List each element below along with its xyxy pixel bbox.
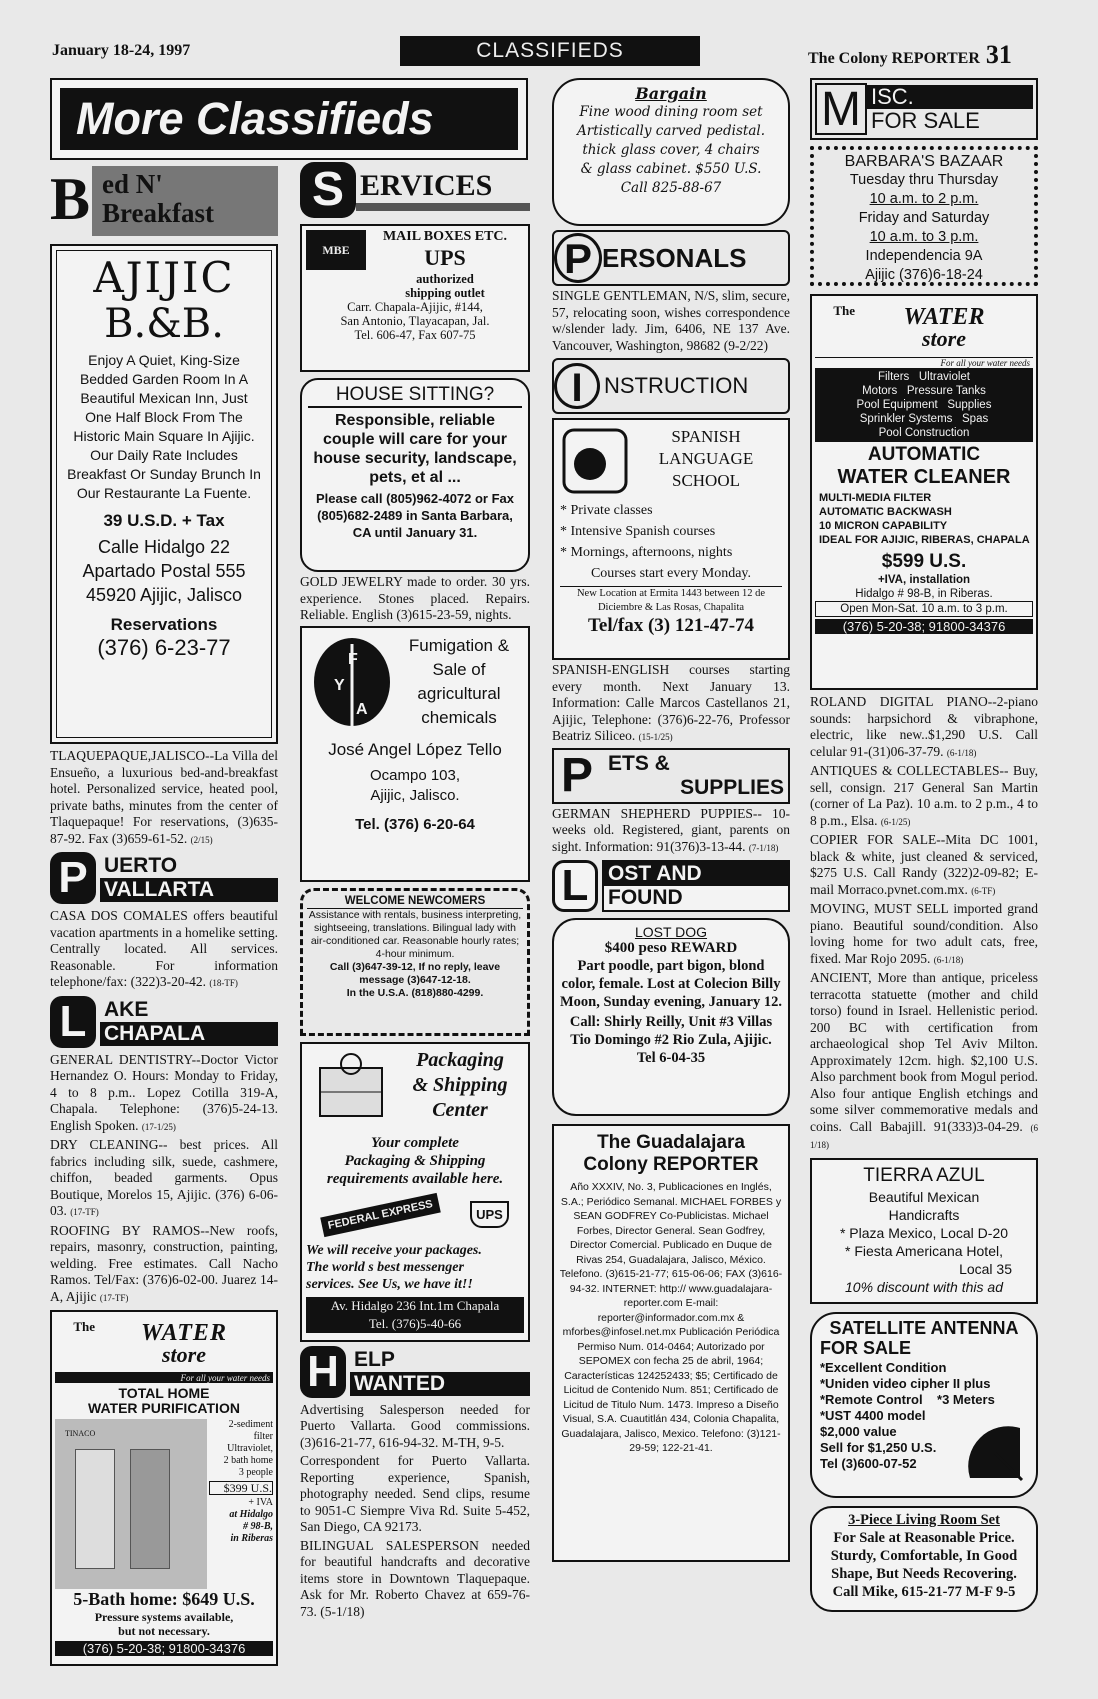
satellite-details: *Excellent Condition *Uniden video cipher II plus *Remote Control *3 Meters *UST 4400 model $2,000 value Sell for $1,250 U.S. Tel (3)600-07-52 — [820, 1359, 995, 1471]
water-cleaner-price: $599 U.S. — [881, 551, 967, 572]
copier-ad: COPIER FOR SALE--Mita DC 1001, black & white, just cleaned & serviced, $275 U.S. Call Randy (322)2-09-82; E-mail Morraco.pvnet.com.mx. (6-TF) — [810, 832, 1038, 897]
five-bath-price: 5-Bath home: $649 U.S. — [73, 1589, 255, 1609]
ajijic-bnb-ad — [50, 244, 278, 744]
fumigation-ad — [300, 626, 530, 882]
casa-dos-comales-ad: CASA DOS COMALES offers beautiful vacation apartments in a homelike setting. Centrally located. All services. Reasonable. For information telephone/fax: (322)3-20-42. (18-TF) — [50, 908, 278, 989]
tlaquepaque-ad: TLAQUEPAQUE,JALISCO--La Villa del Ensueño, a luxurious bed-and-breakfast hotel. Personalized service, heated pool, private baths, minutes from the center of Tlaquepaque! For reservations, (3)635-87-92. Fax (3)659-61-52. (2/15) — [50, 748, 278, 846]
ups-logo: UPS — [470, 1201, 509, 1228]
packaging-address: Av. Hidalgo 236 Int.1m Chapala Tel. (376)5-40-66 — [306, 1297, 524, 1333]
page-number: 31 — [985, 40, 1012, 69]
banner-title: More Classifieds — [60, 88, 518, 150]
house-sitting-ad: HOUSE SITTING? Responsible, reliable couple will care for your house security, landscape, pets, et al ... Please call (805)962-4072 or Fax (805)682-2489 in Santa Barbara, CA until January 31. — [300, 378, 530, 572]
instruction-header: I NSTRUCTION — [552, 358, 790, 414]
ancient-statuette-ad: ANCIENT, More than antique, priceless terracotta statuette (mother and child torso) found in Israel. Hellenistic period. 200 BC with certification from archaeological shop Tel Aviv Milton. Approximately 12cm. high. $2,100 U.S. Also parchment book from Mogul period. Also four antique English etchings and some silver commemorative medals and coins. Call Babajill. 91(333)3-04-29. (6 1/18) — [810, 970, 1039, 1150]
inn-reservations: Reservations — [110, 615, 218, 634]
inn-description: Enjoy A Quiet, King-Size Bedded Garden Room In A Beautiful Mexican Inn, Just One Half Block From The Historic Main Square In Ajijic. Our Daily Rate Includes Breakfast Or Sunday Brunch In Our Restaurante La Fuente. — [67, 352, 261, 501]
pets-header: P ETS & SUPPLIES — [552, 748, 790, 804]
water-store-logo: The WATER store — [55, 1315, 273, 1373]
fedex-logo: FEDERAL EXPRESS — [320, 1192, 440, 1236]
inn-subname: B.&B. — [104, 301, 224, 347]
inn-name: AJIJIC — [93, 253, 235, 302]
leaf-letter-f: F — [348, 650, 358, 668]
water-system-photo: TINACO — [55, 1419, 207, 1589]
speaking-head-icon — [560, 426, 630, 496]
spanish-school-features: * Private classes * Intensive Spanish courses * Mornings, afternoons, nights Courses start every Monday. — [560, 503, 752, 581]
roofing-ad: ROOFING BY RAMOS--New roofs, repairs, masonry, construction, painting, welding. Free estimates. Call Nacho Ramos. Tel/Fax: (376)6-02-00. Juarez 14-A, Ajijic (17-TF) — [50, 1222, 278, 1304]
column-3 — [552, 78, 790, 1562]
masthead-box — [552, 1124, 790, 1562]
spanish-school-phone: Tel/fax (3) 121-47-74 — [587, 615, 755, 636]
roland-piano-ad: ROLAND DIGITAL PIANO--2-piano sounds: harpsichord & vibraphone, electric, like new..$1,290 U.S. Call celular 91-(31)06-37-79. (6-1/18) — [810, 694, 1038, 759]
fumigation-owner: José Angel López Tello — [328, 739, 502, 759]
lost-found-header: L OST AND FOUND — [552, 858, 790, 914]
inn-phone: (376) 6-23-77 — [97, 635, 231, 660]
spanish-school-location: New Location at Ermita 1443 between 12 de Diciembre & Las Rosas, Chapalita — [560, 586, 782, 615]
services-header: S ERVICES — [300, 160, 530, 220]
mail-boxes-ad: MBE MAIL BOXES ETC. UPS authorized shipping outlet Carr. Chapala-Ajijic, #144, San Antonio, Tlayacapan, Jal. Tel. 606-47, Fax 607-75 — [300, 224, 530, 372]
bargain-ad: Bargain Fine wood dining room set Artistically carved pedistal. thick glass cover, 4 chairs & glass cabinet. $550 U.S. Call 825-88-67 — [552, 78, 790, 226]
packaging-services: We will receive your packages. The world s best messenger services. See Us, we have it!! — [306, 1242, 482, 1292]
spanish-school-ad: SPANISH LANGUAGE SCHOOL * Private classes * Intensive Spanish courses * Mornings, afternoons, nights Courses start every Monday. New Location at Ermita 1443 between 12 de Diciembre & Las Rosas, Chapalita Tel/fax (3) 121-47-74 — [552, 418, 790, 660]
water-specs: 2-sediment filter Ultraviolet, 2 bath home 3 people $399 U.S. + IVA at Hidalgo # 98-B, in Riberas — [207, 1419, 273, 1589]
more-classifieds-banner — [50, 78, 528, 160]
fumigation-title: Fumigation & Sale of agricultural chemicals — [408, 635, 510, 727]
advertising-salesperson-ad: Advertising Salesperson needed for Puerto Vallarta. Good commissions. (3)616-21-77, 616-94-32. M-TH, 9-5. — [300, 1401, 530, 1450]
auto-water-cleaner-title: AUTOMATIC WATER CLEANER — [837, 444, 1011, 488]
package-icon — [306, 1048, 396, 1134]
leaf-logo-icon — [308, 634, 396, 734]
packaging-center-ad: Packaging & Shipping Center Your complete Packaging & Shipping requirements available here. FEDERAL EXPRESS UPS We will receive your packages. The world s best messenger services. See Us, we have it!! Av. Hidalgo 236 Int.1m Chapala Tel. (376)5-40-66 — [300, 1042, 530, 1342]
lost-dog-ad: LOST DOG $400 peso REWARD Part poodle, part bigon, blond color, female. Lost at Colecion Billy Moon, Sunday evening, January 12. Call: Shirly Reilly, Unit #3 Villas Tio Domingo #2 Rio Zula, Ajijic. Tel 6-04-35 — [552, 918, 790, 1116]
water-phone: (376) 5-20-38; 91800-34376 — [55, 1641, 273, 1656]
satellite-antenna-ad — [810, 1312, 1038, 1498]
moving-sale-ad: MOVING, MUST SELL imported grand piano. Beautiful sound/condition. Also loving home for two adult cats, free, fixed. Mar Rojo 2095. (6-1/18) — [810, 901, 1038, 966]
masthead-title: The Guadalajara Colony REPORTER — [583, 1132, 759, 1175]
misc-for-sale-header: M ISC. FOR SALE — [810, 78, 1038, 140]
bnb-header — [50, 166, 278, 236]
puerto-vallarta-header: P UERTO VALLARTA — [50, 850, 278, 906]
single-gentleman-ad: SINGLE GENTLEMAN, N/S, slim, secure, 57, relocating soon, wishes correspondence w/slender lady. Jim, 6406, NE 137 Ave. Vancouver, Washington, 98682 (9-2/22) — [552, 288, 790, 353]
german-shepherd-ad: GERMAN SHEPHERD PUPPIES-- 10-weeks old. Registered, giant, parents on sight. Information: 91(376)3-13-44. (7-1/18) — [552, 805, 790, 854]
water-tagline: For all your water needs — [55, 1373, 273, 1383]
help-wanted-header: H ELP WANTED — [300, 1344, 530, 1400]
water-store-ad-2: The WATER store For all your water needs Filters Ultraviolet Motors Pressure Tanks Pool Equipment Supplies Sprinkler Systems Spas Pool Construction AUTOMATIC WATER CLEANER MULTI-MEDIA FILTER AUTOMATIC BACKWASH 10 MICRON CAPABILITY IDEAL FOR AJIJIC, RIBERAS, CHAPALA $599 U.S. +IVA, installation Hidalgo # 98-B, in Riberas. Open Mon-Sat. 10 a.m. to 3 p.m. (376) 5-20-38; 91800-34376 — [810, 294, 1038, 690]
water-store-ad-1 — [50, 1310, 278, 1666]
spanish-english-ad: SPANISH-ENGLISH courses starting every month. Next January 13. Information: Calle Marcos Castellanos 21, Ajijic, Telephone: (376)6-22-76, Professor Beatriz Siliceo. (15-1/25) — [552, 662, 790, 743]
gold-jewelry-ad: GOLD JEWELRY made to order. 30 yrs. experience. Stones placed. Repairs. Reliable. English (3)615-23-59, nights. — [300, 574, 530, 622]
tierra-azul-ad: TIERRA AZUL Beautiful Mexican Handicrafts * Plaza Mexico, Local D-20 * Fiesta Americana Hotel, Local 35 10% discount with this ad — [810, 1158, 1038, 1304]
satellite-title: SATELLITE ANTENNA FOR SALE — [820, 1317, 1019, 1358]
inn-address: Calle Hidalgo 22 Apartado Postal 555 45920 Ajijic, Jalisco — [82, 537, 246, 605]
bnb-letter: B — [50, 166, 91, 232]
packaging-subtitle: Your complete Packaging & Shipping requirements available here. — [326, 1134, 504, 1187]
masthead-body: Año XXXIV, No. 3, Publicaciones en Inglés, S.A.; Periódico Semanal. MICHAEL FORBES y SEAN GODFREY Co-Publicistas. Michael Forbes, Director General. Sean Godfrey, Director Comercial. Publicado en Duque de Rivas 254, Guadalajara, Jalisco, México. Telefono. (3)615-21-77; 615-06-06; FAX (3)616-94-32. INTERNET: http:// www.guadalajara-reporter.com E-mail: reporter@informador.com.mx & mforbes@infosel.net.mx Publicación Periódica Permiso Num. 014-0464; Autorizado por SEPOMEX con fecha 25 de abril, 1964; Características 124252433; $5; Certificado de Licitud de Contenido Num. 851; Certificado de Licitud de Titulo Num. 1473. Impreso a Diseño Visual, S.A. Cuautitlán 434, Colonia Chapalita, Guadalajara, Jalisco, Mexico. Telefono: (3)121-29-59; 122-21-41. — [559, 1181, 783, 1454]
section-banner: CLASSIFIEDS — [400, 36, 700, 66]
correspondent-ad: Correspondent for Puerto Vallarta. Reporting experience, Spanish, photography needed. Send clips, resume to 9051-C Siempre Viva Rd. Suite 5-452, San Diego, CA 92173. — [300, 1453, 530, 1534]
welcome-newcomers-ad: WELCOME NEWCOMERS Assistance with rentals, business interpreting, sightseeing, translations. Bilingual lady with air-conditioned car. Reasonable hourly rates; 4-hour minimum. Call (3)647-39-12, If no reply, leave message (3)647-12-18. In the U.S.A. (818)880-4299. — [300, 888, 530, 1036]
lake-chapala-header: L AKE CHAPALA — [50, 994, 278, 1050]
water-phone-2: (376) 5-20-38; 91800-34376 — [815, 619, 1033, 634]
bilingual-salesperson-ad: BILINGUAL SALESPERSON needed for beautiful handcrafts and decorative items store in Downtown Tlaquepaque. Ask for Mr. Roberto Chavez at 659-76-73. (5-1/18) — [300, 1537, 530, 1619]
satellite-dish-icon — [960, 1418, 1030, 1488]
living-room-set-ad: 3-Piece Living Room Set For Sale at Reasonable Price. Sturdy, Comfortable, In Good Shape, But Needs Recovering. Call Mike, 615-21-77 M-F 9-5 — [810, 1506, 1038, 1612]
column-4 — [810, 78, 1038, 1612]
water-store-logo-2: The WATER store — [833, 303, 985, 351]
purification-title: TOTAL HOME WATER PURIFICATION — [88, 1385, 240, 1416]
column-2 — [300, 160, 530, 1622]
fumigation-phone: Tel. (376) 6-20-64 — [355, 815, 475, 833]
inn-price: 39 U.S.D. + Tax — [103, 511, 225, 530]
issue-date: January 18-24, 1997 — [52, 42, 191, 59]
pressure-note: Pressure systems available, but not necessary. — [94, 1610, 234, 1638]
water-services-list: Filters Ultraviolet Motors Pressure Tanks Pool Equipment Supplies Sprinkler Systems Spas Pool Construction — [815, 368, 1033, 442]
fumigation-address: Ocampo 103, Ajijic, Jalisco. — [369, 766, 461, 804]
paper-name: The Colony REPORTER 31 — [808, 40, 1012, 69]
water-details: +IVA, installation Hidalgo # 98-B, in Riberas. Open Mon-Sat. 10 a.m. to 3 p.m. — [815, 573, 1033, 617]
antiques-ad: ANTIQUES & COLLECTABLES-- Buy, sell, consign. 217 General San Martin (corner of La Paz). 10 a.m. to 2 p.m., 4 to 8 p.m., Elsa. (6-1/25) — [810, 763, 1038, 828]
mbe-logo: MBE — [306, 230, 366, 270]
water-features: MULTI-MEDIA FILTER AUTOMATIC BACKWASH 10 MICRON CAPABILITY IDEAL FOR AJIJIC, RIBERAS, CHAPALA — [819, 492, 1030, 546]
leaf-letter-a: A — [356, 700, 368, 718]
dentistry-ad: GENERAL DENTISTRY--Doctor Victor Hernandez O. Hours: Monday to Friday, 4 to 8 p.m.. Lopez Cotilla 319-A, Chapala. Telephone: (376)5-24-13. English Spoken. (17-1/25) — [50, 1051, 278, 1133]
personals-header: P ERSONALS — [552, 230, 790, 286]
leaf-letter-y: Y — [334, 676, 345, 694]
bnb-title: ed N' Breakfast — [92, 166, 278, 236]
dry-cleaning-ad: DRY CLEANING-- best prices. All fabrics including silk, suede, cashmere, chiffon, beaded garments. Opus Boutique, Morelos 15, Ajijic. (376) 6-06-03. (17-TF) — [50, 1137, 278, 1218]
barbaras-bazaar-ad: BARBARA'S BAZAAR Tuesday thru Thursday 10 a.m. to 2 p.m. Friday and Saturday 10 a.m. to 3 p.m. Independencia 9A Ajijic (376)6-18-24 — [810, 146, 1038, 286]
